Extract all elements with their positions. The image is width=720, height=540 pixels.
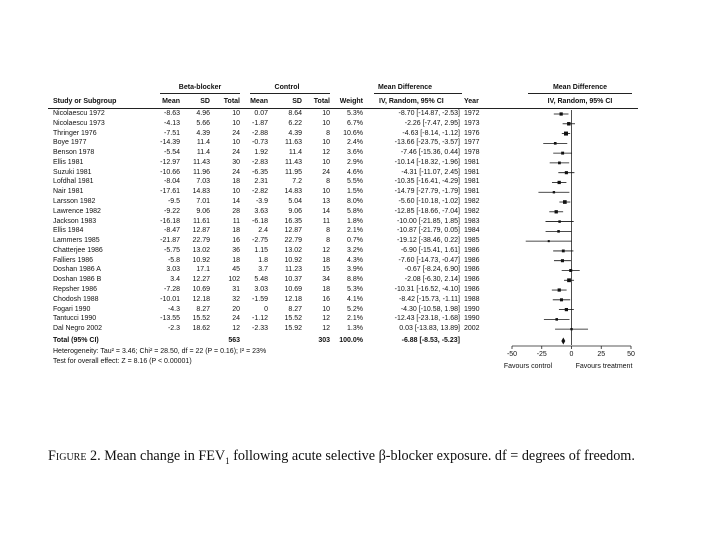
cell-weight: 1.8%	[347, 217, 363, 225]
cell-year: 1981	[464, 188, 480, 196]
cell-c-sd: 14.83	[284, 188, 302, 196]
cell-bb-mean: -10.01	[160, 295, 180, 303]
cell-year: 1986	[464, 286, 480, 294]
cell-study: Suzuki 1981	[53, 168, 92, 176]
point-marker	[548, 240, 550, 242]
cell-c-sd: 11.43	[285, 158, 302, 166]
cell-study: Chodosh 1988	[53, 295, 99, 303]
cell-weight: 0.7%	[347, 237, 363, 245]
cell-weight: 4.1%	[347, 295, 363, 303]
cell-year: 1982	[464, 198, 480, 206]
cell-year: 1972	[464, 110, 480, 117]
point-marker	[561, 259, 564, 262]
cell-bb-sd: 11.4	[196, 149, 210, 157]
cell-bb-total: 10	[232, 119, 240, 127]
x-tick-label: 0	[569, 351, 574, 358]
point-marker	[555, 318, 558, 321]
cell-study: Repsher 1986	[53, 286, 97, 294]
cell-weight: 3.6%	[347, 149, 363, 157]
cell-bb-mean: -10.66	[160, 168, 180, 176]
cell-c-total: 15	[322, 266, 330, 274]
cell-study: Doshan 1986 A	[53, 266, 101, 274]
cell-c-mean: 5.48	[254, 276, 268, 284]
cell-bb-sd: 5.66	[196, 119, 210, 127]
cell-bb-sd: 7.03	[196, 178, 210, 186]
cell-weight: 4.6%	[347, 168, 363, 176]
column-header: Mean	[250, 98, 268, 105]
cell-c-mean: 2.31	[254, 178, 268, 186]
group-header-beta-blocker: Beta-blocker	[178, 84, 222, 91]
cell-year: 1990	[464, 315, 480, 323]
cell-year: 1973	[464, 119, 480, 127]
cell-c-sd: 22.79	[284, 237, 302, 245]
cell-bb-mean: -14.39	[160, 139, 180, 147]
cell-bb-mean: -12.97	[160, 158, 180, 166]
cell-bb-total: 18	[232, 256, 240, 264]
group-header-mean-difference: Mean Difference	[377, 84, 433, 91]
cell-weight: 5.3%	[347, 110, 363, 117]
cell-bb-total: 14	[232, 198, 240, 206]
cell-bb-total: 18	[232, 178, 240, 186]
cell-c-mean: -6.18	[252, 217, 268, 225]
cell-bb-total: 24	[232, 168, 240, 176]
xlabel-right: Favours treatment	[575, 363, 633, 370]
figure-caption	[48, 448, 635, 466]
cell-ci: -10.31 [-16.52, -4.10]	[394, 286, 460, 294]
cell-ci: -10.14 [-18.32, -1.96]	[394, 158, 460, 166]
cell-bb-mean: 3.03	[166, 266, 180, 274]
cell-bb-sd: 12.27	[192, 276, 210, 284]
cell-bb-total: 32	[232, 295, 240, 303]
cell-c-sd: 12.18	[284, 295, 302, 303]
cell-ci: -2.08 [-6.30, 2.14]	[404, 276, 460, 284]
cell-weight: 8.0%	[347, 198, 363, 206]
cell-bb-total: 20	[232, 305, 240, 313]
group-header-control: Control	[274, 84, 300, 91]
cell-bb-total: 10	[232, 110, 240, 117]
cell-c-total: 16	[322, 295, 330, 303]
cell-study: Benson 1978	[53, 149, 95, 157]
cell-bb-sd: 18.62	[192, 325, 210, 333]
cell-year: 1986	[464, 276, 480, 284]
cell-bb-mean: -4.3	[167, 305, 180, 313]
cell-ci: -14.79 [-27.79, -1.79]	[394, 188, 460, 196]
cell-ci: -10.35 [-16.41, -4.29]	[394, 178, 460, 186]
column-header: Total	[223, 98, 240, 105]
overall-effect-text: Test for overall effect: Z = 8.16 (P < 0.00001)	[53, 358, 192, 365]
cell-year: 1981	[464, 168, 480, 176]
cell-c-total: 18	[322, 286, 330, 294]
cell-year: 1985	[464, 237, 480, 245]
cell-ci: -4.63 [-8.14, -1.12]	[402, 129, 460, 137]
cell-bb-sd: 8.27	[196, 305, 210, 313]
cell-bb-mean: -2.3	[167, 325, 180, 333]
cell-c-sd: 4.39	[288, 129, 302, 137]
cell-c-mean: -1.59	[252, 295, 268, 303]
cell-c-total: 8	[326, 178, 330, 186]
cell-weight: 1.5%	[347, 188, 363, 196]
cell-ci: -19.12 [-38.46, 0.22]	[396, 237, 460, 245]
cell-study: Thringer 1976	[53, 129, 97, 137]
cell-bb-sd: 11.43	[193, 158, 210, 166]
cell-c-mean: 0.07	[254, 110, 268, 117]
cell-weight: 2.9%	[347, 158, 363, 166]
cell-weight: 8.8%	[347, 276, 363, 284]
cell-ci: -6.90 [-15.41, 1.61]	[400, 246, 460, 254]
cell-bb-sd: 9.06	[196, 207, 210, 215]
cell-year: 1977	[464, 139, 480, 147]
cell-bb-mean: -7.51	[164, 129, 180, 137]
cell-bb-sd: 7.01	[196, 198, 210, 206]
column-header: Study or Subgroup	[53, 98, 117, 105]
cell-c-sd: 9.06	[288, 207, 302, 215]
cell-weight: 2.1%	[347, 227, 363, 235]
cell-c-total: 8	[326, 129, 330, 137]
point-marker	[553, 191, 555, 193]
cell-weight: 5.5%	[347, 178, 363, 186]
cell-bb-total: 18	[232, 227, 240, 235]
cell-study: Doshan 1986 B	[53, 276, 102, 284]
cell-bb-mean: -9.22	[164, 207, 180, 215]
cell-c-mean: -0.73	[252, 139, 268, 147]
cell-study: Ellis 1984	[53, 227, 84, 235]
cell-ci: -7.46 [-15.36, 0.44]	[400, 149, 460, 157]
cell-bb-sd: 4.96	[196, 110, 210, 117]
cell-bb-total: 24	[232, 129, 240, 137]
column-header: IV, Random, 95% CI	[379, 98, 444, 105]
cell-c-sd: 10.69	[284, 286, 302, 294]
point-marker	[560, 112, 563, 115]
cell-c-total: 24	[322, 168, 330, 176]
cell-ci: -5.60 [-10.18, -1.02]	[398, 198, 460, 206]
cell-bb-mean: -21.87	[160, 237, 180, 245]
cell-year: 1988	[464, 295, 480, 303]
cell-bb-mean: -16.18	[160, 217, 180, 225]
cell-bb-total: 24	[232, 315, 240, 323]
cell-c-total: 12	[322, 315, 330, 323]
cell-c-mean: 0	[264, 305, 268, 313]
column-header: Total	[313, 98, 330, 105]
cell-study: Falliers 1986	[53, 256, 94, 264]
cell-ci: -12.43 [-23.18, -1.68]	[394, 315, 460, 323]
cell-year: 1978	[464, 149, 480, 157]
cell-bb-mean: -9.5	[167, 198, 180, 206]
total-ci: -6.88 [-8.53, -5.23]	[401, 337, 460, 344]
cell-c-sd: 11.4	[288, 149, 302, 157]
column-header: Year	[464, 98, 479, 105]
cell-c-mean: 1.92	[254, 149, 268, 157]
caption-text-after: following acute selective β-blocker exposure. df = degrees of freedom.	[229, 448, 635, 464]
cell-c-mean: -6.35	[252, 168, 268, 176]
column-header: SD	[292, 98, 302, 105]
cell-year: 1986	[464, 266, 480, 274]
cell-c-sd: 12.87	[284, 227, 302, 235]
cell-c-mean: 2.4	[258, 227, 268, 235]
cell-weight: 10.6%	[343, 129, 363, 137]
cell-bb-mean: -13.55	[160, 315, 180, 323]
cell-bb-total: 16	[232, 237, 240, 245]
cell-study: Ellis 1981	[53, 158, 84, 166]
cell-year: 1976	[464, 129, 480, 137]
point-marker	[558, 288, 561, 291]
cell-year: 1984	[464, 227, 480, 235]
cell-bb-sd: 13.02	[192, 246, 210, 254]
cell-study: Lofdhal 1981	[53, 178, 94, 186]
cell-bb-sd: 11.61	[193, 217, 210, 225]
cell-bb-mean: -5.54	[164, 149, 180, 157]
xlabel-left: Favours control	[503, 363, 553, 370]
cell-year: 2002	[464, 325, 480, 333]
column-header: Mean	[162, 98, 180, 105]
cell-study: Lammers 1985	[53, 237, 100, 245]
cell-bb-total: 36	[232, 246, 240, 254]
point-marker	[567, 122, 570, 125]
cell-c-sd: 10.92	[284, 256, 302, 264]
total-weight: 100.0%	[339, 337, 363, 344]
cell-ci: -4.30 [-10.58, 1.98]	[400, 305, 460, 313]
cell-study: Dal Negro 2002	[53, 325, 103, 333]
cell-c-sd: 13.02	[284, 246, 302, 254]
cell-c-total: 10	[322, 119, 330, 127]
cell-ci: -7.60 [-14.73, -0.47]	[398, 256, 460, 264]
cell-c-total: 12	[322, 246, 330, 254]
cell-c-sd: 15.52	[284, 315, 302, 323]
cell-c-mean: -2.83	[252, 158, 268, 166]
point-marker	[558, 220, 560, 222]
cell-c-mean: -2.75	[252, 237, 268, 245]
cell-study: Tantucci 1990	[53, 315, 97, 323]
cell-bb-sd: 22.79	[192, 237, 210, 245]
cell-weight: 5.3%	[347, 286, 363, 294]
cell-study: Jackson 1983	[53, 217, 97, 225]
cell-c-total: 34	[322, 276, 330, 284]
point-marker	[560, 298, 563, 301]
cell-ci: -12.85 [-18.66, -7.04]	[394, 207, 460, 215]
cell-ci: -4.31 [-11.07, 2.45]	[401, 168, 460, 176]
cell-c-mean: 1.15	[254, 246, 268, 254]
cell-weight: 1.3%	[347, 325, 363, 333]
cell-ci: -0.67 [-8.24, 6.90]	[404, 266, 460, 274]
cell-c-mean: -2.88	[252, 129, 268, 137]
cell-study: Larsson 1982	[53, 198, 96, 206]
point-marker	[554, 142, 557, 145]
cell-c-sd: 7.2	[292, 178, 302, 186]
cell-bb-total: 10	[232, 188, 240, 196]
cell-c-total: 11	[322, 217, 330, 225]
cell-c-total: 8	[326, 227, 330, 235]
cell-bb-mean: -8.04	[164, 178, 180, 186]
pooled-diamond	[561, 338, 565, 345]
cell-c-mean: 3.63	[254, 207, 268, 215]
cell-bb-sd: 14.83	[192, 188, 210, 196]
total-bb: 563	[228, 337, 240, 344]
cell-bb-total: 24	[232, 149, 240, 157]
cell-c-mean: -2.33	[252, 325, 268, 333]
cell-bb-sd: 11.4	[196, 139, 210, 147]
cell-bb-total: 12	[232, 325, 240, 333]
cell-weight: 2.4%	[347, 139, 363, 147]
cell-c-total: 10	[322, 110, 330, 117]
cell-c-mean: -3.9	[255, 198, 268, 206]
cell-c-sd: 16.35	[284, 217, 302, 225]
cell-ci: -8.42 [-15.73, -1.11]	[399, 295, 460, 303]
cell-study: Nair 1981	[53, 188, 84, 196]
cell-study: Fogari 1990	[53, 305, 91, 313]
cell-bb-sd: 12.18	[192, 295, 210, 303]
cell-bb-sd: 15.52	[192, 315, 210, 323]
cell-c-total: 10	[322, 139, 330, 147]
cell-c-sd: 11.23	[285, 266, 302, 274]
point-marker	[564, 132, 568, 136]
cell-ci: -13.66 [-23.75, -3.57]	[394, 139, 460, 147]
cell-c-mean: 1.8	[258, 256, 268, 264]
point-marker	[561, 152, 564, 155]
cell-c-total: 10	[322, 305, 330, 313]
cell-study: Nicolaescu 1973	[53, 119, 105, 127]
cell-c-total: 8	[326, 237, 330, 245]
caption-text: Mean change in FEV	[104, 448, 226, 464]
point-marker	[563, 200, 567, 204]
point-marker	[558, 181, 561, 184]
point-marker	[555, 210, 558, 213]
cell-weight: 3.9%	[347, 266, 363, 274]
column-header: Weight	[339, 98, 363, 105]
cell-bb-total: 31	[232, 286, 240, 294]
cell-c-sd: 15.92	[284, 325, 302, 333]
cell-study: Lawrence 1982	[53, 207, 101, 215]
cell-bb-mean: -7.28	[164, 286, 180, 294]
cell-c-sd: 8.64	[288, 110, 302, 117]
cell-bb-mean: -8.63	[164, 110, 180, 117]
cell-ci: -10.00 [-21.85, 1.85]	[396, 217, 460, 225]
cell-bb-total: 102	[228, 276, 240, 284]
cell-year: 1983	[464, 217, 480, 225]
cell-bb-sd: 11.96	[193, 168, 210, 176]
cell-bb-total: 45	[232, 266, 240, 274]
x-tick-label: 25	[597, 351, 606, 358]
cell-year: 1986	[464, 256, 480, 264]
column-header: IV, Random, 95% CI	[547, 98, 613, 105]
cell-c-mean: -2.82	[252, 188, 268, 196]
caption-subscript: 1	[225, 455, 230, 466]
x-tick-label: -25	[536, 351, 547, 358]
cell-c-total: 12	[322, 149, 330, 157]
cell-ci: -8.70 [-14.87, -2.53]	[398, 110, 460, 117]
cell-bb-sd: 10.92	[192, 256, 210, 264]
cell-c-mean: 3.7	[258, 266, 268, 274]
cell-year: 1990	[464, 305, 480, 313]
cell-c-mean: -1.87	[252, 119, 268, 127]
cell-bb-sd: 17.1	[196, 266, 210, 274]
point-marker	[557, 230, 560, 233]
point-marker	[565, 308, 568, 311]
cell-weight: 5.2%	[347, 305, 363, 313]
cell-bb-sd: 4.39	[196, 129, 210, 137]
cell-weight: 5.8%	[347, 207, 363, 215]
total-label: Total (95% CI)	[53, 337, 99, 344]
heterogeneity-text: Heterogeneity: Tau² = 3.46; Chi² = 28.50, df = 22 (P = 0.16); I² = 23%	[53, 348, 267, 355]
cell-c-total: 10	[322, 158, 330, 166]
point-marker	[558, 162, 561, 165]
cell-c-total: 14	[322, 207, 330, 215]
point-marker	[565, 171, 568, 174]
cell-weight: 6.7%	[347, 119, 363, 127]
cell-year: 1986	[464, 246, 480, 254]
column-header: SD	[200, 98, 210, 105]
cell-ci: -2.26 [-7.47, 2.95]	[404, 119, 460, 127]
point-marker	[562, 250, 565, 253]
cell-c-sd: 11.95	[285, 168, 302, 176]
group-header-mean-difference-plot: Mean Difference	[552, 84, 608, 91]
cell-bb-mean: -5.75	[164, 246, 180, 254]
point-marker	[570, 328, 572, 330]
cell-bb-total: 30	[232, 158, 240, 166]
cell-bb-sd: 10.69	[192, 286, 210, 294]
cell-weight: 4.3%	[347, 256, 363, 264]
caption-label: Figure 2.	[48, 448, 101, 464]
cell-bb-sd: 12.87	[192, 227, 210, 235]
cell-c-total: 13	[322, 198, 330, 206]
cell-ci: 0.03 [-13.83, 13.89]	[399, 325, 460, 333]
cell-c-total: 10	[322, 188, 330, 196]
cell-c-total: 18	[322, 256, 330, 264]
cell-bb-mean: -17.61	[160, 188, 180, 196]
cell-bb-mean: -4.13	[164, 119, 180, 127]
x-tick-label: -50	[506, 351, 518, 358]
cell-c-total: 12	[322, 325, 330, 333]
cell-year: 1981	[464, 158, 480, 166]
cell-year: 1982	[464, 207, 480, 215]
cell-c-mean: 3.03	[254, 286, 268, 294]
point-marker	[567, 278, 571, 282]
point-marker	[569, 269, 572, 272]
cell-study: Chatterjee 1986	[53, 246, 103, 254]
cell-study: Boye 1977	[53, 139, 87, 147]
cell-bb-mean: -5.8	[167, 256, 180, 264]
cell-c-sd: 6.22	[288, 119, 302, 127]
total-control: 303	[318, 337, 330, 344]
x-tick-label: 50	[627, 351, 635, 358]
cell-weight: 3.2%	[347, 246, 363, 254]
cell-bb-mean: 3.4	[170, 276, 180, 284]
cell-weight: 2.1%	[347, 315, 363, 323]
cell-bb-total: 10	[232, 139, 240, 147]
cell-c-sd: 11.63	[285, 139, 302, 147]
cell-c-sd: 8.27	[288, 305, 302, 313]
cell-bb-total: 11	[232, 217, 240, 225]
cell-bb-total: 28	[232, 207, 240, 215]
cell-ci: -10.87 [-21.79, 0.05]	[396, 227, 460, 235]
cell-c-sd: 5.04	[288, 198, 302, 206]
cell-study: Nicolaescu 1972	[53, 110, 105, 117]
cell-year: 1981	[464, 178, 480, 186]
cell-c-mean: -1.12	[252, 315, 268, 323]
cell-c-sd: 10.37	[284, 276, 302, 284]
cell-bb-mean: -8.47	[164, 227, 180, 235]
